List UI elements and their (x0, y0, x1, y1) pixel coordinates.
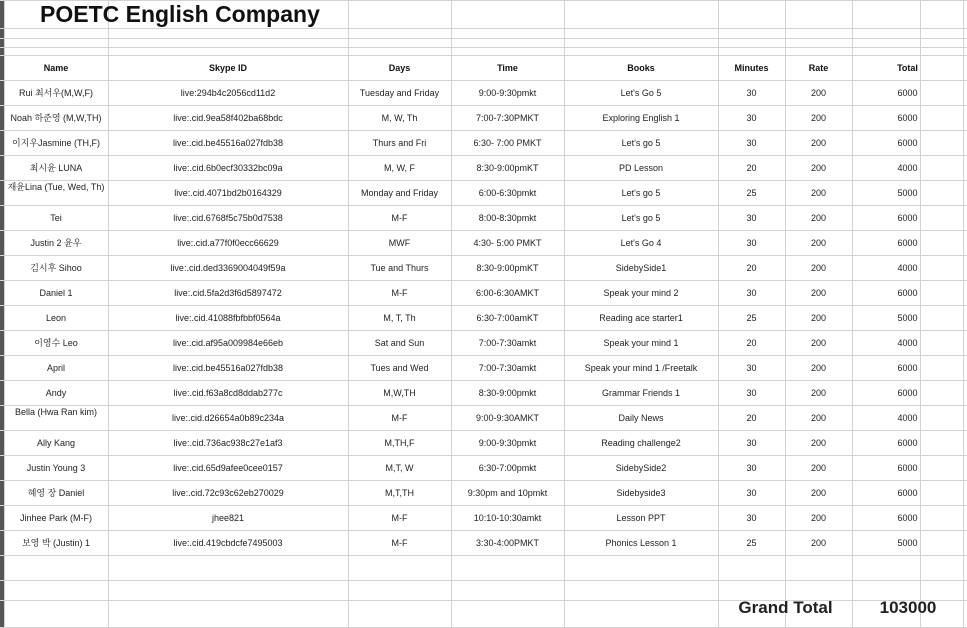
cell-name[interactable]: Andy (45, 387, 67, 398)
cell-time[interactable]: 8:30-9:00pmKT (476, 162, 539, 173)
cell-name[interactable]: Leon (45, 312, 67, 323)
cell-days[interactable]: M-F (391, 287, 408, 298)
cell-total[interactable]: 6000 (897, 462, 918, 473)
cell-minutes[interactable]: 20 (746, 412, 757, 423)
cell-minutes[interactable]: 30 (746, 487, 757, 498)
cell-books[interactable]: Speak your mind 1 (603, 337, 679, 348)
cell-total[interactable]: 4000 (897, 412, 918, 423)
cell-days[interactable]: M, W, Th (381, 112, 418, 123)
cell-total[interactable]: 6000 (897, 387, 918, 398)
cell-total[interactable]: 6000 (897, 437, 918, 448)
cell-books[interactable]: Daily News (618, 412, 664, 423)
cell-books[interactable]: Sidebyside3 (616, 487, 666, 498)
cell-skype-id[interactable]: live:.cid.736ac938c27e1af3 (173, 437, 283, 448)
grid-line-horizontal (0, 47, 967, 48)
cell-total[interactable]: 5000 (897, 312, 918, 323)
cell-rate[interactable]: 200 (810, 287, 827, 298)
cell-books[interactable]: Phonics Lesson 1 (605, 537, 677, 548)
cell-minutes[interactable]: 30 (746, 87, 757, 98)
cell-rate[interactable]: 200 (810, 537, 827, 548)
cell-name[interactable]: 김시후 Sihoo (30, 263, 82, 273)
column-header-time[interactable]: Time (497, 62, 518, 73)
cell-rate[interactable]: 200 (810, 312, 827, 323)
column-header-skype-id[interactable]: Skype ID (208, 62, 248, 73)
grid-line-horizontal (0, 580, 967, 581)
cell-minutes[interactable]: 30 (746, 387, 757, 398)
column-header-minutes[interactable]: Minutes (734, 62, 769, 73)
cell-minutes[interactable]: 20 (746, 162, 757, 173)
cell-rate[interactable]: 200 (810, 262, 827, 273)
sheet-title[interactable]: POETC English Company (40, 0, 320, 27)
cell-days[interactable]: M-F (391, 212, 408, 223)
cell-minutes[interactable]: 30 (746, 462, 757, 473)
cell-total[interactable]: 4000 (897, 337, 918, 348)
cell-rate[interactable]: 200 (810, 337, 827, 348)
cell-rate[interactable]: 200 (810, 462, 827, 473)
grid-line-horizontal (0, 555, 967, 556)
cell-name[interactable]: Daniel 1 (39, 287, 73, 298)
cell-time[interactable]: 9:00-9:30pmkt (478, 437, 537, 448)
cell-rate[interactable]: 200 (810, 387, 827, 398)
cell-time[interactable]: 6:00-6:30AMKT (475, 287, 540, 298)
cell-days[interactable]: Tues and Wed (370, 362, 429, 373)
cell-skype-id[interactable]: live:.cid.6768f5c75b0d7538 (173, 212, 283, 223)
grid-line-horizontal (0, 38, 967, 39)
cell-name[interactable]: 재윤Lina (Tue, Wed, Th) (7, 182, 105, 192)
cell-name[interactable]: April (46, 362, 65, 373)
cell-books[interactable]: SidebySide1 (615, 262, 667, 273)
cell-rate[interactable]: 200 (810, 87, 827, 98)
cell-rate[interactable]: 200 (810, 137, 827, 148)
cell-minutes[interactable]: 30 (746, 212, 757, 223)
cell-minutes[interactable]: 30 (746, 437, 757, 448)
cell-days[interactable]: Thurs and Fri (372, 137, 427, 148)
cell-skype-id[interactable]: live:.cid.6b0ecf30332bc09a (173, 162, 283, 173)
cell-total[interactable]: 6000 (897, 512, 918, 523)
cell-skype-id[interactable]: live:.cid.af95a009984e66eb (172, 337, 284, 348)
column-header-total[interactable]: Total (897, 62, 918, 73)
cell-name[interactable]: Tei (50, 212, 62, 223)
cell-days[interactable]: M,W,TH (383, 387, 416, 398)
cell-name[interactable]: 최시윤 LUNA (29, 163, 83, 173)
cell-minutes[interactable]: 30 (746, 287, 757, 298)
grid-line-horizontal (0, 28, 967, 29)
grid-line-vertical (963, 0, 964, 628)
cell-name[interactable]: Noah 하준영 (M,W,TH) (10, 113, 102, 123)
cell-time[interactable]: 7:00-7:30PMKT (475, 112, 540, 123)
cell-skype-id[interactable]: live:.cid.be45516a027fdb38 (172, 137, 284, 148)
cell-time[interactable]: 6:30-7:00pmkt (478, 462, 537, 473)
cell-minutes[interactable]: 20 (746, 262, 757, 273)
cell-minutes[interactable]: 30 (746, 362, 757, 373)
cell-name[interactable]: Jinhee Park (M-F) (19, 512, 92, 523)
cell-time[interactable]: 4:30- 5:00 PMKT (473, 237, 542, 248)
cell-minutes[interactable]: 30 (746, 237, 757, 248)
cell-skype-id[interactable]: live:.cid.5fa2d3f6d5897472 (174, 287, 282, 298)
cell-total[interactable]: 4000 (897, 162, 918, 173)
cell-time[interactable]: 9:00-9:30pmkt (478, 87, 537, 98)
cell-total[interactable]: 6000 (897, 212, 918, 223)
cell-total[interactable]: 5000 (897, 187, 918, 198)
cell-days[interactable]: Tue and Thurs (370, 262, 429, 273)
cell-skype-id[interactable]: live:.cid.f63a8cd8ddab277c (173, 387, 283, 398)
cell-minutes[interactable]: 20 (746, 337, 757, 348)
cell-books[interactable]: SidebySide2 (615, 462, 667, 473)
cell-days[interactable]: Sat and Sun (374, 337, 425, 348)
cell-skype-id[interactable]: live:.cid.d26654a0b89c234a (171, 412, 285, 423)
cell-days[interactable]: M-F (391, 412, 408, 423)
cell-minutes[interactable]: 30 (746, 112, 757, 123)
cell-rate[interactable]: 200 (810, 487, 827, 498)
cell-books[interactable]: Let's go 5 (621, 137, 661, 148)
cell-time[interactable]: 8:30-9:00pmKT (476, 262, 539, 273)
cell-time[interactable]: 9:00-9:30AMKT (475, 412, 540, 423)
cell-books[interactable]: Exploring English 1 (602, 112, 680, 123)
cell-days[interactable]: MWF (388, 237, 411, 248)
cell-minutes[interactable]: 25 (746, 312, 757, 323)
cell-total[interactable]: 6000 (897, 237, 918, 248)
cell-rate[interactable]: 200 (810, 212, 827, 223)
cell-books[interactable]: Lesson PPT (616, 512, 666, 523)
cell-rate[interactable]: 200 (810, 512, 827, 523)
cell-skype-id[interactable]: jhee821 (211, 512, 245, 523)
cell-skype-id[interactable]: live:.cid.be45516a027fdb38 (172, 362, 284, 373)
column-header-rate[interactable]: Rate (808, 62, 829, 73)
cell-name[interactable]: Bella (Hwa Ran kim) (14, 407, 98, 417)
cell-total[interactable]: 6000 (897, 362, 918, 373)
cell-days[interactable]: M,T, W (385, 462, 414, 473)
column-header-name[interactable]: Name (43, 62, 69, 73)
cell-total[interactable]: 6000 (897, 487, 918, 498)
cell-skype-id[interactable]: live:.cid.65d9afee0cee0157 (173, 462, 283, 473)
cell-days[interactable]: M,TH,F (384, 437, 415, 448)
cell-rate[interactable]: 200 (810, 237, 827, 248)
cell-minutes[interactable]: 30 (746, 137, 757, 148)
cell-skype-id[interactable]: live:.cid.a77f0f0ecc66629 (177, 237, 279, 248)
cell-days[interactable]: M, W, F (384, 162, 415, 173)
cell-books[interactable]: Let's go 5 (621, 187, 661, 198)
column-header-books[interactable]: Books (627, 62, 655, 73)
cell-skype-id[interactable]: live:.cid.4071bd2b0164329 (174, 187, 282, 198)
cell-name[interactable]: 이영수 Leo (34, 338, 78, 348)
cell-name[interactable]: Rui 최서우(M,W,F) (18, 88, 94, 98)
cell-days[interactable]: Monday and Friday (360, 187, 439, 198)
cell-time[interactable]: 6:00-6:30pmkt (478, 187, 537, 198)
cell-books[interactable]: Let's Go 4 (620, 237, 662, 248)
cell-skype-id[interactable]: live:.cid.ded3369004049f59a (170, 262, 286, 273)
cell-minutes[interactable]: 30 (746, 512, 757, 523)
cell-time[interactable]: 6:30-7:00amKT (476, 312, 539, 323)
cell-time[interactable]: 9:30pm and 10pmkt (467, 487, 548, 498)
cell-books[interactable]: Grammar Friends 1 (601, 387, 681, 398)
cell-name[interactable]: 보영 박 (Justin) 1 (21, 538, 91, 548)
cell-total[interactable]: 5000 (897, 537, 918, 548)
cell-books[interactable]: Let's Go 5 (620, 87, 662, 98)
cell-total[interactable]: 6000 (897, 137, 918, 148)
cell-name[interactable]: Ally Kang (36, 437, 76, 448)
cell-days[interactable]: M,T,TH (385, 487, 414, 498)
grand-total-value[interactable]: 103000 (879, 598, 937, 617)
cell-total[interactable]: 6000 (897, 112, 918, 123)
cell-time[interactable]: 8:30-9:00pmkt (478, 387, 537, 398)
cell-time[interactable]: 3:30-4:00PMKT (475, 537, 540, 548)
cell-total[interactable]: 4000 (897, 262, 918, 273)
cell-name[interactable]: Justin 2 윤우 (30, 238, 82, 248)
cell-total[interactable]: 6000 (897, 87, 918, 98)
cell-time[interactable]: 10:10-10:30amkt (473, 512, 542, 523)
cell-rate[interactable]: 200 (810, 362, 827, 373)
cell-time[interactable]: 7:00-7:30amkt (478, 337, 537, 348)
cell-skype-id[interactable]: live:.cid.72c93c62eb270029 (172, 487, 284, 498)
cell-days[interactable]: M-F (391, 537, 408, 548)
cell-name[interactable]: 이지우Jasmine (TH,F) (11, 138, 101, 148)
cell-books[interactable]: Let's go 5 (621, 212, 661, 223)
grand-total-label[interactable]: Grand Total (738, 598, 833, 617)
cell-days[interactable]: Tuesday and Friday (359, 87, 440, 98)
cell-time[interactable]: 8:00-8:30pmkt (478, 212, 537, 223)
cell-name[interactable]: Justin Young 3 (26, 462, 86, 473)
cell-minutes[interactable]: 25 (746, 537, 757, 548)
cell-rate[interactable]: 200 (810, 412, 827, 423)
cell-name[interactable]: 혜영 장 Daniel (27, 488, 85, 498)
cell-books[interactable]: Reading challenge2 (601, 437, 681, 448)
cell-books[interactable]: PD Lesson (618, 162, 664, 173)
cell-rate[interactable]: 200 (810, 437, 827, 448)
cell-minutes[interactable]: 25 (746, 187, 757, 198)
cell-time[interactable]: 7:00-7:30amkt (478, 362, 537, 373)
cell-books[interactable]: Speak your mind 1 /Freetalk (584, 362, 698, 373)
cell-skype-id[interactable]: live:294b4c2056cd11d2 (180, 87, 276, 98)
cell-skype-id[interactable]: live:.cid.419cbdcfe7495003 (173, 537, 283, 548)
cell-rate[interactable]: 200 (810, 162, 827, 173)
column-header-days[interactable]: Days (388, 62, 411, 73)
cell-days[interactable]: M, T, Th (383, 312, 416, 323)
cell-rate[interactable]: 200 (810, 187, 827, 198)
cell-total[interactable]: 6000 (897, 287, 918, 298)
cell-books[interactable]: Speak your mind 2 (603, 287, 679, 298)
cell-books[interactable]: Reading ace starter1 (599, 312, 683, 323)
cell-skype-id[interactable]: live:.cid.41088fbfbbf0564a (175, 312, 281, 323)
cell-time[interactable]: 6:30- 7:00 PMKT (473, 137, 542, 148)
cell-days[interactable]: M-F (391, 512, 408, 523)
cell-rate[interactable]: 200 (810, 112, 827, 123)
cell-skype-id[interactable]: live:.cid.9ea58f402ba68bdc (173, 112, 283, 123)
